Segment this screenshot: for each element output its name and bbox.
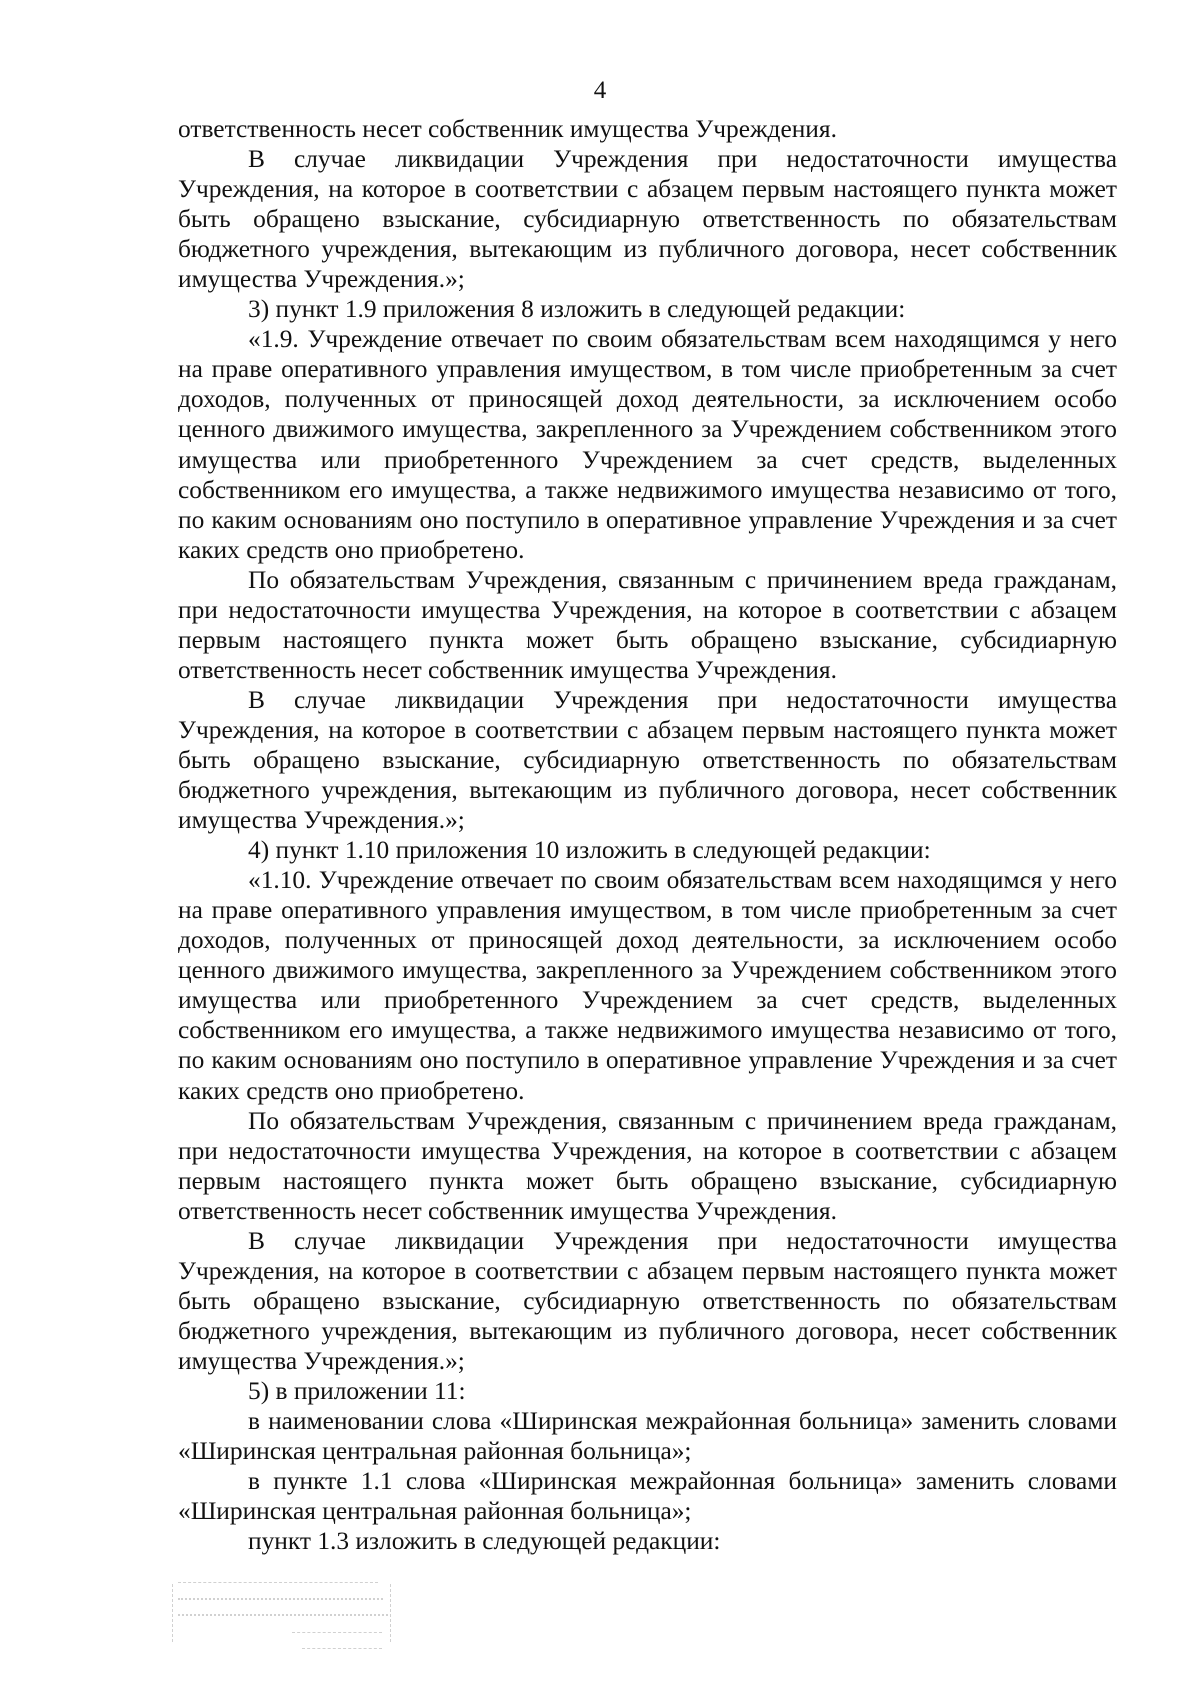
paragraph: По обязательствам Учреждения, связанным с причинением вреда гражданам, при недостаточности имущества Учреждения, на которое в соответствии с абзацем первым настоящего пункта может быть обращено взыскание, субсидиарную ответственность несет собственник имущества Учреждения.	[178, 1106, 1117, 1225]
paragraph: По обязательствам Учреждения, связанным с причинением вреда гражданам, при недостаточности имущества Учреждения, на которое в соответствии с абзацем первым настоящего пункта может быть обращено взыскание, субсидиарную ответственность несет собственник имущества Учреждения.	[178, 565, 1117, 684]
paragraph: В случае ликвидации Учреждения при недостаточности имущества Учреждения, на которое в соответствии с абзацем первым настоящего пункта может быть обращено взыскание, субсидиарную ответственность по обязательствам бюджетного учреждения, вытекающим из публичного договора, несет собственник имущества Учреждения.»;	[178, 145, 1117, 294]
document-body	[178, 114, 1117, 1556]
paragraph: пункт 1.3 изложить в следующей редакции:	[248, 1527, 721, 1556]
paragraph-continuation: ответственность несет собственник имущества Учреждения.	[178, 115, 837, 143]
faint-stamp	[172, 1578, 394, 1652]
paragraph: В случае ликвидации Учреждения при недостаточности имущества Учреждения, на которое в соответствии с абзацем первым настоящего пункта может быть обращено взыскание, субсидиарную ответственность по обязательствам бюджетного учреждения, вытекающим из публичного договора, несет собственник имущества Учреждения.»;	[178, 1226, 1117, 1375]
page-number: 4	[593, 77, 607, 104]
paragraph: В случае ликвидации Учреждения при недостаточности имущества Учреждения, на которое в соответствии с абзацем первым настоящего пункта может быть обращено взыскание, субсидиарную ответственность по обязательствам бюджетного учреждения, вытекающим из публичного договора, несет собственник имущества Учреждения.»;	[178, 685, 1117, 835]
paragraph: в наименовании слова «Ширинская межрайонная больница» заменить словами «Ширинская центральная районная больница»;	[178, 1407, 1117, 1466]
paragraph: «1.10. Учреждение отвечает по своим обязательствам всем находящимся у него на праве оперативного управления имуществом, в том числе приобретенным за счет доходов, полученных от приносящей доход деятельности, за исключением особо ценного движимого имущества, закрепленного за Учреждением собственником этого имущества или приобретенного Учреждением за счет средств, выделенных собственником его имущества, а также недвижимого имущества независимо от того, по каким основаниям оно поступило в оперативное управление Учреждения и за счет каких средств оно приобретено.	[178, 866, 1117, 1105]
paragraph: в пункте 1.1 слова «Ширинская межрайонная больница» заменить словами «Ширинская центральная районная больница»;	[178, 1467, 1117, 1526]
paragraph-item-5: 5) в приложении 11:	[248, 1376, 466, 1405]
paragraph-item-4: 4) пункт 1.10 приложения 10 изложить в следующей редакции:	[248, 836, 931, 865]
paragraph-item-3: 3) пункт 1.9 приложения 8 изложить в следующей редакции:	[248, 295, 906, 324]
paragraph: «1.9. Учреждение отвечает по своим обязательствам всем находящимся у него на праве оперативного управления имуществом, в том числе приобретенным за счет доходов, полученных от приносящей доход деятельности, за исключением особо ценного движимого имущества, закрепленного за Учреждением собственником этого имущества или приобретенного Учреждением за счет средств, выделенных собственником его имущества, а также недвижимого имущества независимо от того, по каким основаниям оно поступило в оперативное управление Учреждения и за счет каких средств оно приобретено.	[178, 325, 1117, 564]
